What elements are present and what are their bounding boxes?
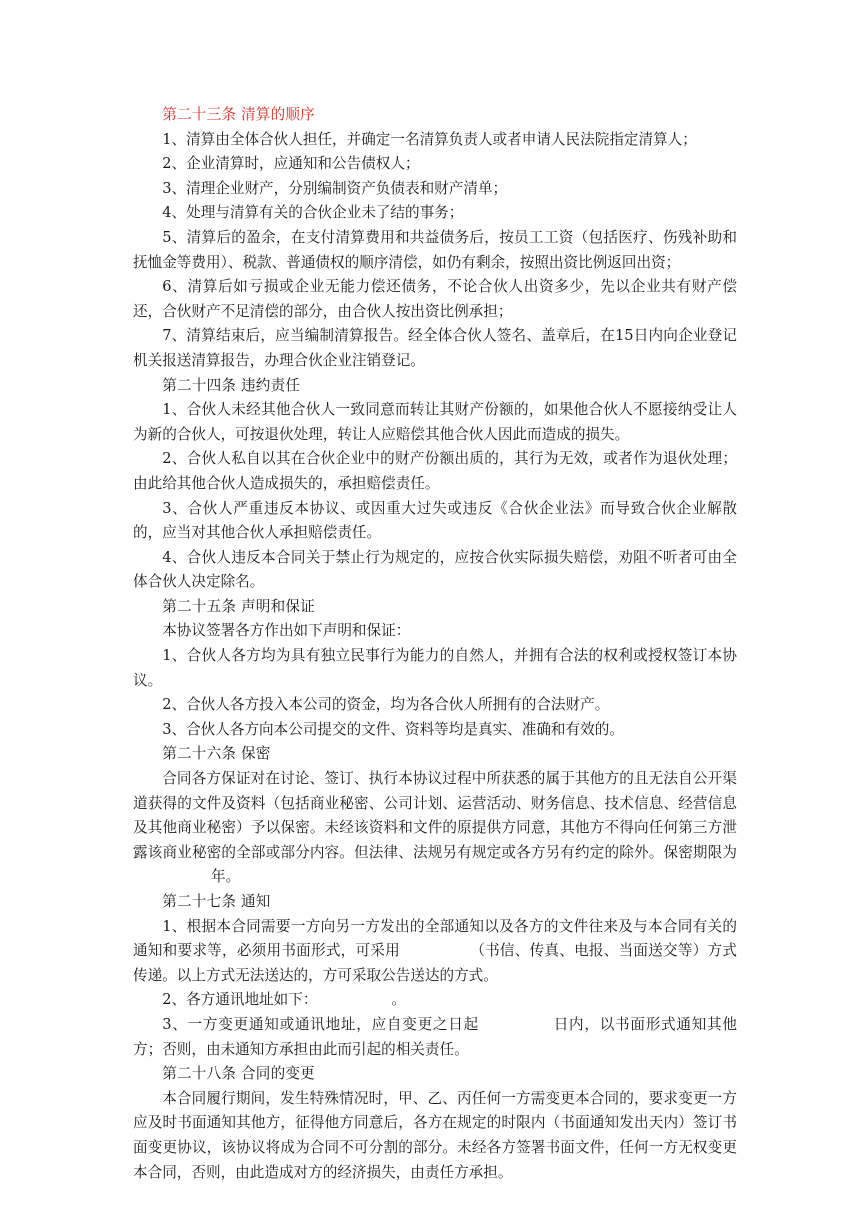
article-23-item-5: 5、清算后的盈余，在支付清算费用和共益债务后，按员工工资（包括医疗、伤残补助和抚恤金等费用）、税款、普通债权的顺序清偿，如仍有剩余，按照出资比例返回出资；	[133, 228, 737, 271]
article-26-heading: 第二十六条 保密	[162, 745, 271, 763]
article-26-body-end: 年。	[211, 868, 241, 886]
article-24-item-4: 4、合伙人违反本合同关于禁止行为规定的，应按合伙实际损失赔偿，劝阻不听者可由全体合伙人决定除名。	[133, 548, 737, 591]
article-28-body: 本合同履行期间，发生特殊情况时，甲、乙、丙任何一方需变更本合同的，要求变更一方应及时书面通知其他方，征得他方同意后，各方在规定的时限内（书面通知发出天内）签订书面变更协议，该协议将成为合同不可分割的部分。未经各方签署书面文件，任何一方无权变更本合同，否则，由此造成对方的经济损失，由责任方承担。	[133, 1089, 737, 1181]
article-27-item-2-end: 。	[391, 991, 407, 1009]
article-27-item-3	[133, 1013, 737, 1062]
article-27-item-3-start: 3、一方变更通知或通讯地址，应自变更之日起	[162, 1015, 479, 1033]
article-27-item-2-start: 2、各方通讯地址如下：	[162, 991, 318, 1009]
article-25-intro: 本协议签署各方作出如下声明和保证：	[162, 622, 411, 640]
article-23-item-3: 3、清理企业财产，分别编制资产负债表和财产清单；	[162, 179, 508, 197]
article-23-item-7: 7、清算结束后，应当编制清算报告。经全体合伙人签名、盖章后，在15日内向企业登记机关报送清算报告，办理合伙企业注销登记。	[133, 327, 737, 369]
article-27-item-1	[133, 915, 737, 989]
article-27-item-3-end: 日内，以书面形式通知其他方；否则，由未通知方承担由此而引起的相关责任。	[133, 1015, 737, 1058]
article-24-item-2: 2、合伙人私自以其在合伙企业中的财产份额出质的，其行为无效，或者作为退伙处理；由此给其他合伙人造成损失的，承担赔偿责任。	[133, 450, 737, 492]
article-27-item-1-end: （书信、传真、电报、当面送交等）方式传递。以上方式无法送达的，方可采取公告送达的方式。	[133, 942, 737, 984]
article-23-item-4: 4、处理与清算有关的合伙企业未了结的事务；	[162, 204, 464, 222]
article-24-item-3: 3、合伙人严重违反本协议、或因重大过失或违反《合伙企业法》而导致合伙企业解散的，应当对其他合伙人承担赔偿责任。	[133, 499, 737, 542]
article-23-item-1: 1、清算由全体合伙人担任，并确定一名清算负责人或者申请人民法院指定清算人；	[162, 130, 697, 148]
article-23-heading: 第二十三条 清算的顺序	[162, 106, 315, 123]
article-28-heading: 第二十八条 合同的变更	[162, 1065, 315, 1083]
article-23-item-6: 6、清算后如亏损或企业无能力偿还债务，不论合伙人出资多少，先以企业共有财产偿还，合伙财产不足清偿的部分，由合伙人按出资比例承担；	[133, 278, 737, 320]
article-25-item-1: 1、合伙人各方均为具有独立民事行为能力的自然人，并拥有合法的权利或授权签订本协议。	[133, 647, 737, 689]
article-26-body	[133, 767, 737, 890]
article-25-item-2: 2、合伙人各方投入本公司的资金，均为各合伙人所拥有的合法财产。	[162, 696, 610, 714]
article-24-item-1: 1、合伙人未经其他合伙人一致同意而转让其财产份额的，如果他合伙人不愿接纳受让人为新的合伙人，可按退伙处理，转让人应赔偿其他合伙人因此而造成的损失。	[133, 401, 737, 443]
article-27-heading: 第二十七条 通知	[162, 893, 271, 910]
article-27-item-2	[133, 988, 737, 1013]
document-body	[133, 103, 737, 1185]
article-24-heading: 第二十四条 违约责任	[162, 376, 301, 394]
article-25-heading: 第二十五条 声明和保证	[162, 597, 315, 615]
article-25-item-3: 3、合伙人各方向本公司提交的文件、资料等均是真实、准确和有效的。	[162, 720, 624, 738]
article-26-body-start: 合同各方保证对在讨论、签订、执行本协议过程中所获悉的属于其他方的且无法自公开渠道获得的文件及资料（包括商业秘密、公司计划、运营活动、财务信息、技术信息、经营信息及其他商业秘密）予以保密。未经该资料和文件的原提供方同意，其他方不得向任何第三方泄露该商业秘密的全部或部分内容。但法律、法规另有规定或各方另有约定的除外。保密期限为	[133, 770, 737, 861]
article-23-item-2: 2、企业清算时，应通知和公告债权人；	[162, 155, 420, 173]
article-27-item-1-start: 1、根据本合同需要一方向另一方发出的全部通知以及各方的文件往来及与本合同有关的通知和要求等，必须用书面形式，可采用	[133, 917, 737, 960]
